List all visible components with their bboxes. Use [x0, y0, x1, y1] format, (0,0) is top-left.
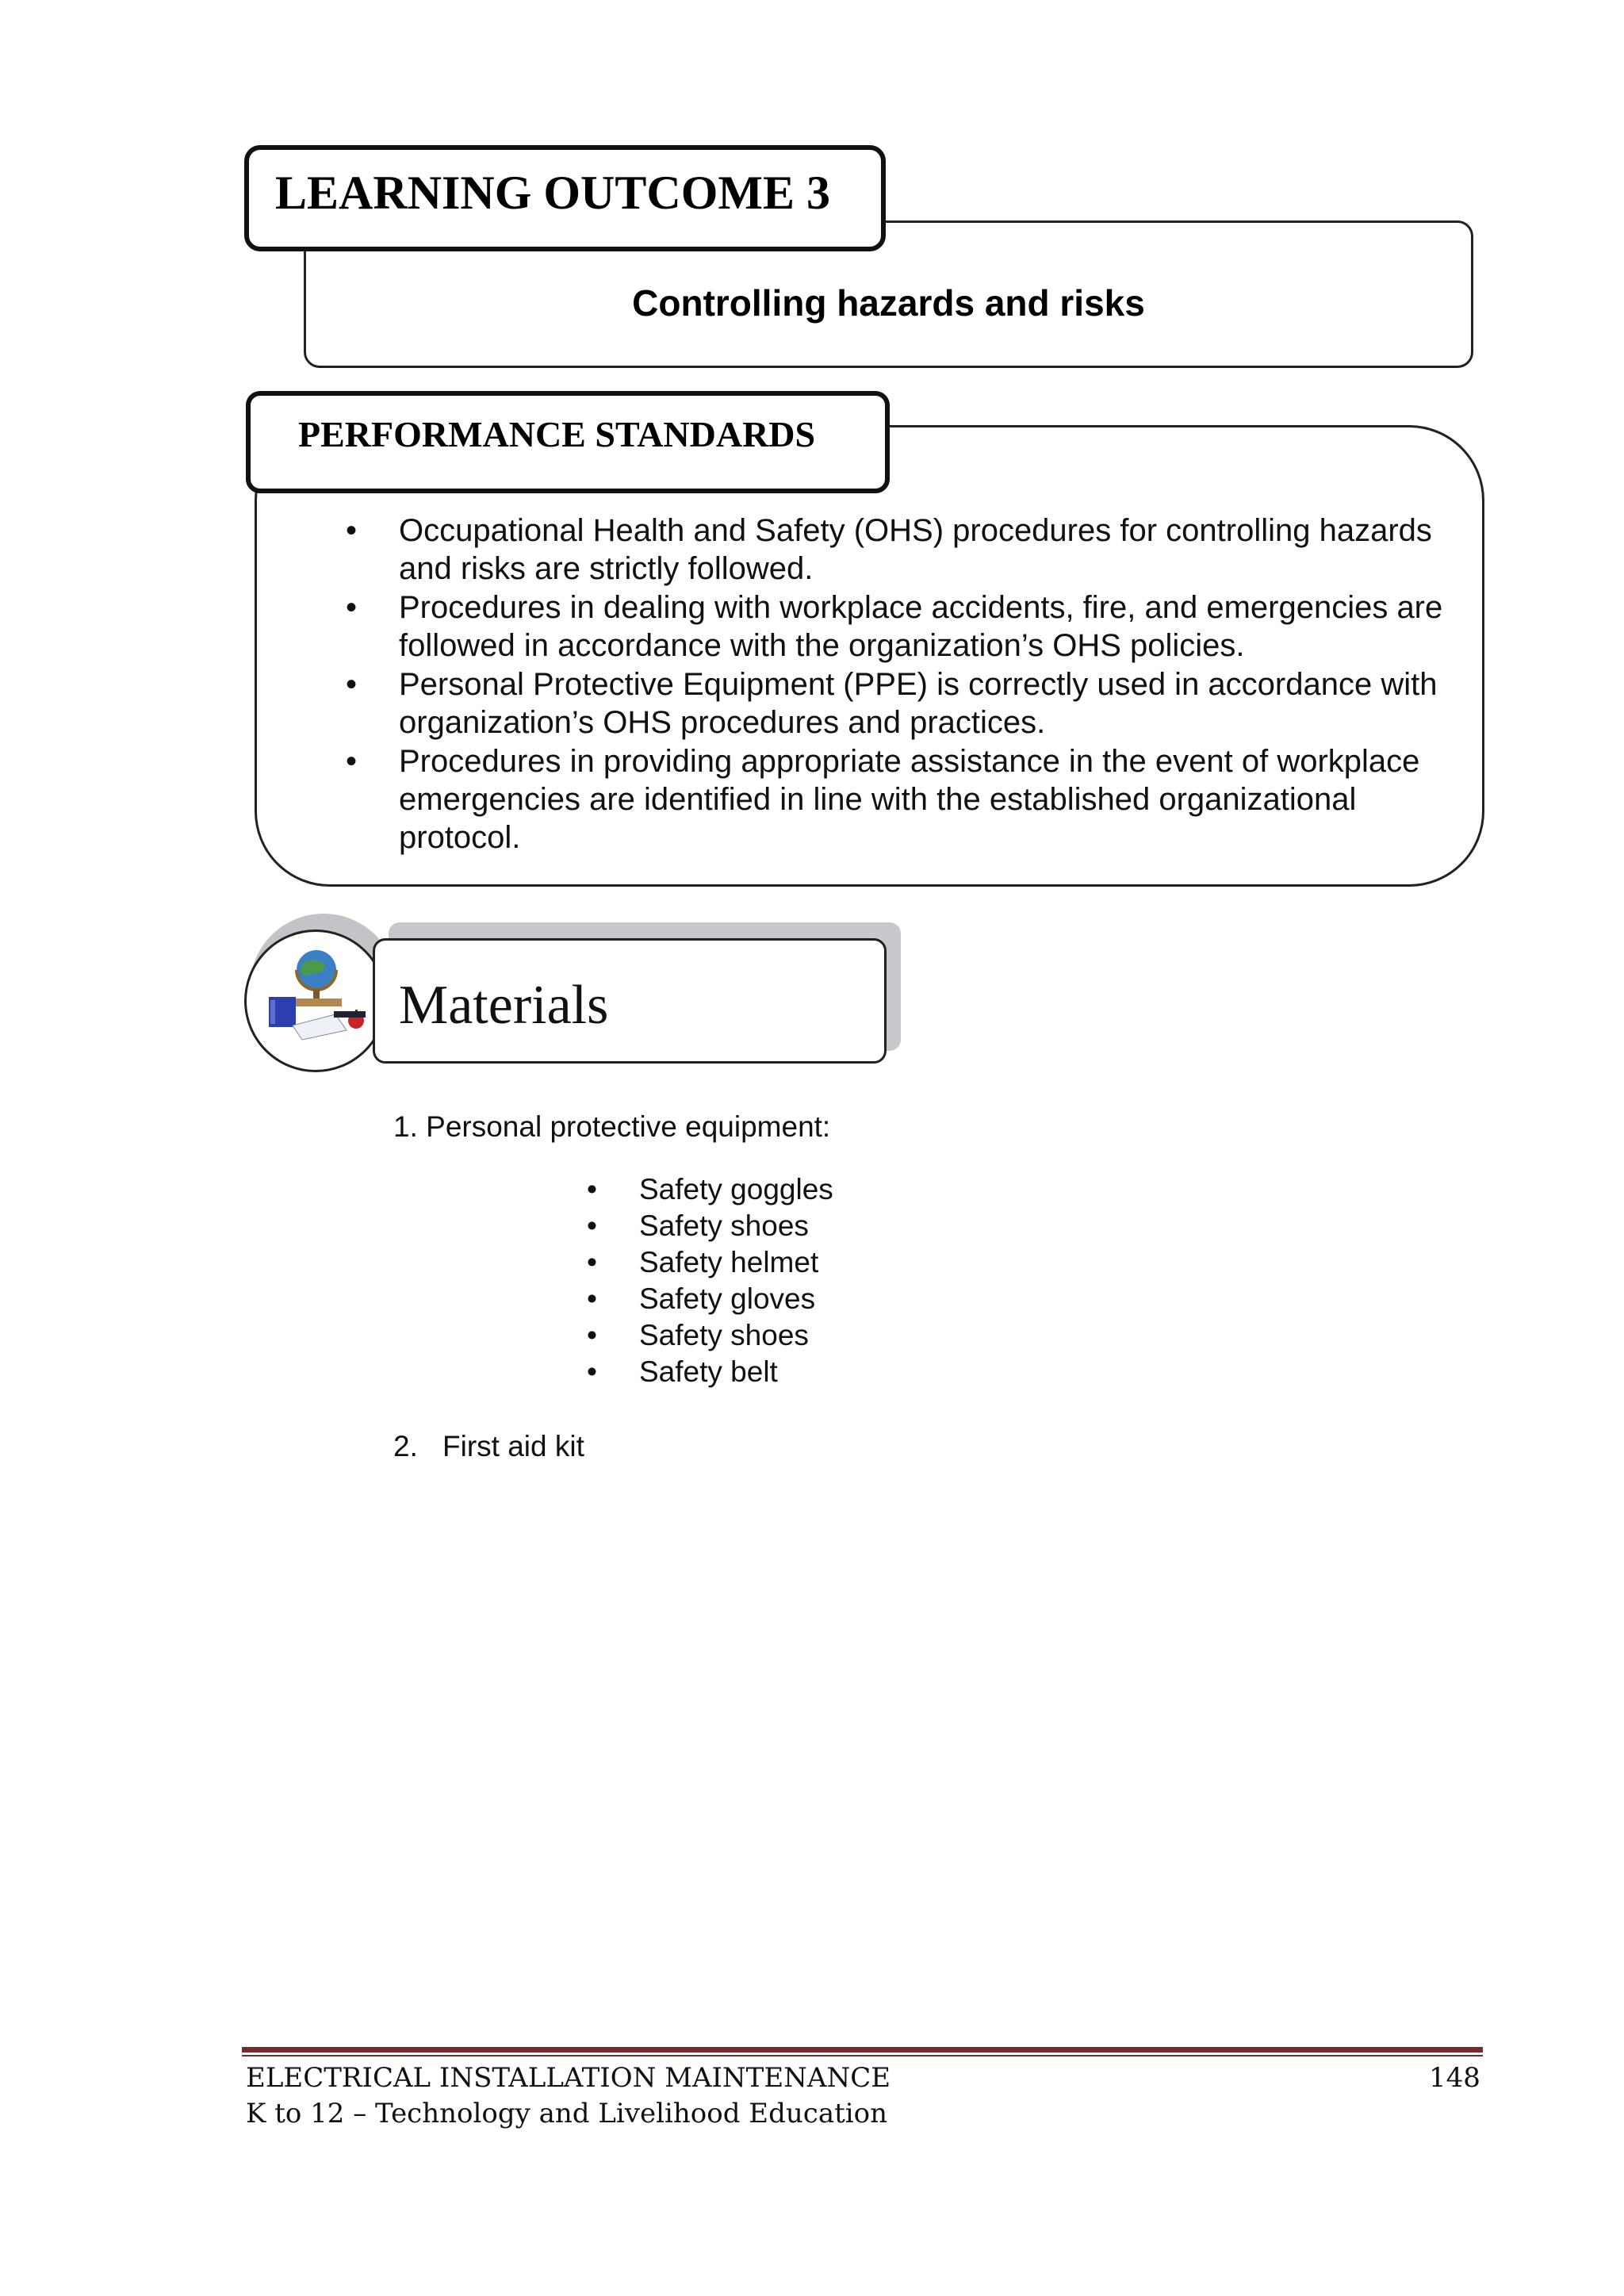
bullet-icon: •	[346, 513, 358, 548]
bullet-icon: •	[346, 590, 358, 625]
footer-rule	[242, 2047, 1483, 2053]
list-item	[587, 1354, 833, 1390]
ppe-item: Safety gloves	[639, 1282, 816, 1315]
list-item	[587, 1171, 833, 1208]
ppe-item: Safety goggles	[639, 1173, 833, 1205]
standard-text: Procedures in providing appropriate assistance in the event of workplace emergencies are identified in line with the established organizational protocol.	[399, 744, 1420, 855]
materials-icon-frame	[244, 930, 387, 1072]
performance-standards-panel	[255, 425, 1484, 887]
materials-item-2-number: 2.	[393, 1430, 418, 1462]
learning-outcome-title: LEARNING OUTCOME 3	[244, 145, 886, 251]
materials-clipart-icon	[247, 932, 385, 1070]
list-item	[587, 1208, 833, 1244]
bullet-icon: •	[587, 1246, 597, 1278]
ppe-item: Safety shoes	[639, 1319, 809, 1351]
bullet-icon: •	[346, 667, 358, 702]
bullet-icon: •	[587, 1355, 597, 1388]
performance-standards-list	[257, 512, 1446, 876]
performance-standards-title: PERFORMANCE STANDARDS	[246, 391, 890, 493]
materials-item-1: 1. Personal protective equipment:	[393, 1110, 831, 1143]
ppe-list	[587, 1171, 833, 1390]
learning-outcome-subtitle: Controlling hazards and risks	[632, 282, 1145, 324]
materials-item-2-text: First aid kit	[442, 1430, 584, 1462]
list-item	[587, 1281, 833, 1317]
bullet-icon: •	[587, 1319, 597, 1351]
page-number: 148	[1429, 2062, 1480, 2094]
materials-title: Materials	[373, 938, 887, 1064]
list-item	[587, 1317, 833, 1354]
list-item	[257, 512, 1446, 588]
list-item	[257, 742, 1446, 857]
bullet-icon: •	[346, 744, 358, 779]
footer-course-title: ELECTRICAL INSTALLATION MAINTENANCE	[246, 2062, 891, 2094]
ppe-item: Safety shoes	[639, 1209, 809, 1242]
bullet-icon: •	[587, 1209, 597, 1242]
bullet-icon: •	[587, 1173, 597, 1205]
standard-text: Personal Protective Equipment (PPE) is correctly used in accordance with organization’s OHS procedures and practices.	[399, 667, 1438, 740]
standard-text: Procedures in dealing with workplace accidents, fire, and emergencies are followed in accordance with the organization’s OHS policies.	[399, 590, 1443, 663]
footer-program: K to 12 – Technology and Livelihood Education	[246, 2098, 887, 2129]
list-item	[587, 1244, 833, 1281]
footer-rule-thin	[242, 2055, 1483, 2056]
ppe-item: Safety helmet	[639, 1246, 819, 1278]
list-item	[257, 665, 1446, 742]
bullet-icon: •	[587, 1282, 597, 1315]
standard-text: Occupational Health and Safety (OHS) procedures for controlling hazards and risks are strictly followed.	[399, 513, 1432, 586]
list-item	[257, 588, 1446, 665]
ppe-item: Safety belt	[639, 1355, 778, 1388]
